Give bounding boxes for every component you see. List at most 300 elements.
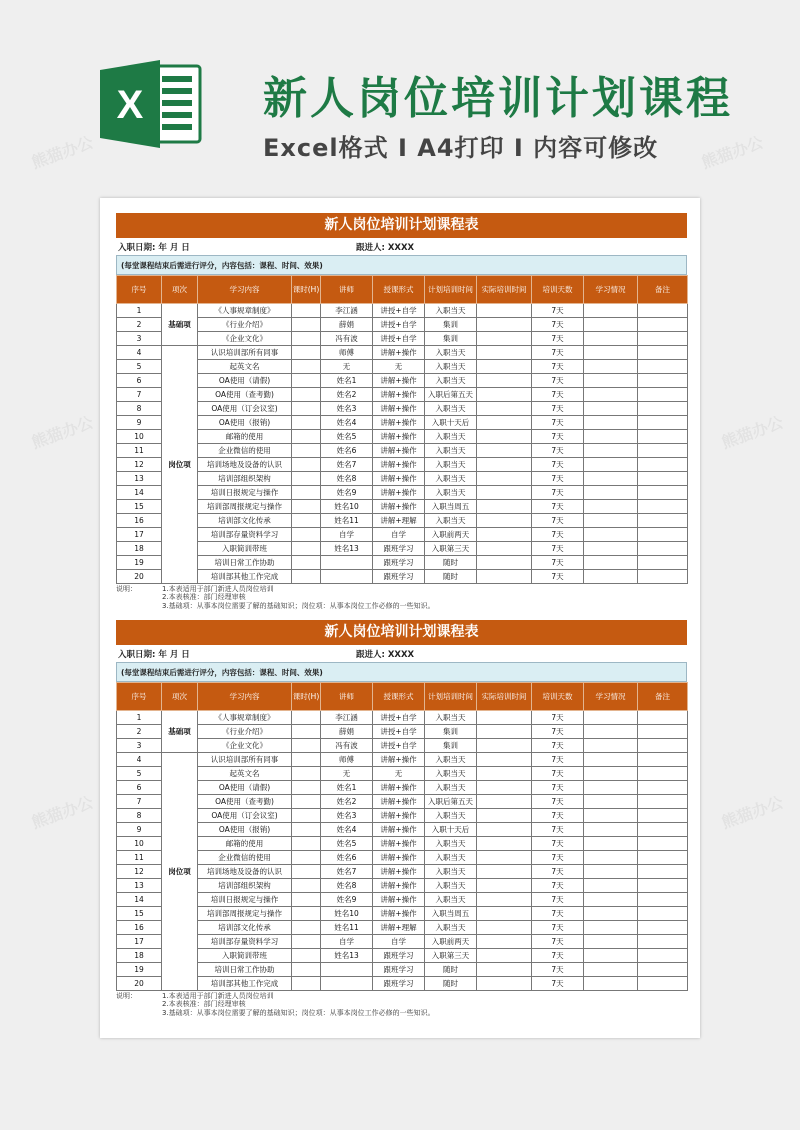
table-row	[117, 963, 688, 977]
mode-cell: 讲解+操作	[373, 430, 425, 444]
days-cell: 7天	[532, 977, 584, 991]
hours-cell	[292, 528, 321, 542]
mode-cell: 无	[373, 767, 425, 781]
actual-time-cell	[477, 416, 532, 430]
days-cell: 7天	[532, 346, 584, 360]
table-row	[117, 781, 688, 795]
course-cell: OA使用（订会议室)	[198, 809, 292, 823]
table-row	[117, 851, 688, 865]
teacher-cell: 无	[321, 360, 373, 374]
teacher-cell: 姓名13	[321, 542, 373, 556]
row-number: 13	[117, 472, 162, 486]
table-header	[117, 276, 688, 304]
column-header: 培训天数	[532, 276, 584, 304]
remark-cell	[638, 458, 688, 472]
mode-cell: 讲解+操作	[373, 851, 425, 865]
table-row	[117, 528, 688, 542]
group-cell: 基础项	[162, 711, 198, 753]
row-number: 12	[117, 458, 162, 472]
remark-cell	[638, 444, 688, 458]
row-number: 16	[117, 921, 162, 935]
status-cell	[584, 823, 638, 837]
remark-cell	[638, 360, 688, 374]
row-number: 15	[117, 907, 162, 921]
form-meta	[116, 645, 687, 662]
column-header: 计划培训时间	[425, 683, 477, 711]
teacher-cell: 姓名9	[321, 486, 373, 500]
remark-cell	[638, 486, 688, 500]
plan-time-cell: 集训	[425, 332, 477, 346]
remark-cell	[638, 711, 688, 725]
course-cell: 培训场地及设备的认识	[198, 865, 292, 879]
teacher-cell: 冯有波	[321, 332, 373, 346]
days-cell: 7天	[532, 556, 584, 570]
mode-cell: 讲解+理解	[373, 514, 425, 528]
teacher-cell: 姓名3	[321, 809, 373, 823]
row-number: 18	[117, 542, 162, 556]
row-number: 20	[117, 977, 162, 991]
watermark: 熊猫办公	[719, 792, 786, 833]
mode-cell: 讲授+自学	[373, 711, 425, 725]
row-number: 10	[117, 430, 162, 444]
actual-time-cell	[477, 837, 532, 851]
course-cell: OA使用（查考勤)	[198, 795, 292, 809]
actual-time-cell	[477, 963, 532, 977]
course-cell: 认识培训部所有同事	[198, 753, 292, 767]
remark-cell	[638, 402, 688, 416]
row-number: 11	[117, 444, 162, 458]
table-row	[117, 444, 688, 458]
actual-time-cell	[477, 781, 532, 795]
course-cell: 《行业介绍》	[198, 318, 292, 332]
table-row	[117, 346, 688, 360]
document-sheet	[100, 198, 700, 1038]
row-number: 13	[117, 879, 162, 893]
entry-date-label: 入职日期: 年 月 日	[118, 243, 190, 253]
plan-time-cell: 入职当天	[425, 472, 477, 486]
days-cell: 7天	[532, 402, 584, 416]
remark-cell	[638, 388, 688, 402]
course-cell: OA使用（订会议室)	[198, 402, 292, 416]
course-cell: 起英文名	[198, 360, 292, 374]
course-cell: 培训部其他工作完成	[198, 570, 292, 584]
days-cell: 7天	[532, 795, 584, 809]
mode-cell: 讲解+操作	[373, 416, 425, 430]
status-cell	[584, 711, 638, 725]
remark-cell	[638, 739, 688, 753]
days-cell: 7天	[532, 907, 584, 921]
hours-cell	[292, 458, 321, 472]
actual-time-cell	[477, 907, 532, 921]
actual-time-cell	[477, 977, 532, 991]
course-cell: 培训部文化传承	[198, 921, 292, 935]
plan-time-cell: 随时	[425, 977, 477, 991]
hours-cell	[292, 570, 321, 584]
hours-cell	[292, 402, 321, 416]
actual-time-cell	[477, 795, 532, 809]
remark-cell	[638, 879, 688, 893]
hours-cell	[292, 304, 321, 318]
days-cell: 7天	[532, 767, 584, 781]
group-cell: 岗位项	[162, 753, 198, 991]
row-number: 17	[117, 935, 162, 949]
row-number: 6	[117, 781, 162, 795]
teacher-cell	[321, 556, 373, 570]
status-cell	[584, 416, 638, 430]
days-cell: 7天	[532, 865, 584, 879]
plan-time-cell: 入职当周五	[425, 500, 477, 514]
status-cell	[584, 486, 638, 500]
course-cell: 起英文名	[198, 767, 292, 781]
hours-cell	[292, 809, 321, 823]
row-number: 3	[117, 739, 162, 753]
remark-cell	[638, 332, 688, 346]
plan-time-cell: 入职当周五	[425, 907, 477, 921]
hours-cell	[292, 851, 321, 865]
status-cell	[584, 556, 638, 570]
row-number: 5	[117, 767, 162, 781]
days-cell: 7天	[532, 430, 584, 444]
course-cell: 培训部周报规定与操作	[198, 500, 292, 514]
course-cell: 培训部其他工作完成	[198, 977, 292, 991]
hours-cell	[292, 977, 321, 991]
table-row	[117, 514, 688, 528]
watermark: 熊猫办公	[29, 792, 96, 833]
status-cell	[584, 921, 638, 935]
mode-cell: 跟班学习	[373, 556, 425, 570]
course-cell: 《企业文化》	[198, 332, 292, 346]
row-number: 18	[117, 949, 162, 963]
teacher-cell: 姓名10	[321, 500, 373, 514]
column-header: 项次	[162, 276, 198, 304]
hours-cell	[292, 360, 321, 374]
logo-letter: X	[116, 83, 144, 127]
teacher-cell: 姓名13	[321, 949, 373, 963]
days-cell: 7天	[532, 416, 584, 430]
actual-time-cell	[477, 823, 532, 837]
status-cell	[584, 542, 638, 556]
status-cell	[584, 963, 638, 977]
evaluation-note: (每堂课程结束后需进行评分，内容包括：课程、时间、效果)	[116, 255, 687, 275]
form-block	[116, 213, 687, 610]
actual-time-cell	[477, 767, 532, 781]
form-title: 新人岗位培训计划课程表	[116, 620, 687, 645]
remark-cell	[638, 416, 688, 430]
status-cell	[584, 949, 638, 963]
status-cell	[584, 388, 638, 402]
status-cell	[584, 570, 638, 584]
course-cell: 培训部周报规定与操作	[198, 907, 292, 921]
table-row	[117, 570, 688, 584]
row-number: 1	[117, 711, 162, 725]
mode-cell: 讲解+操作	[373, 402, 425, 416]
plan-time-cell: 入职当天	[425, 374, 477, 388]
row-number: 11	[117, 851, 162, 865]
teacher-cell: 姓名1	[321, 374, 373, 388]
mode-cell: 跟班学习	[373, 963, 425, 977]
remark-line: 1.本表适用于部门新进人员岗位培训	[162, 992, 274, 1000]
plan-time-cell: 随时	[425, 570, 477, 584]
table-row	[117, 809, 688, 823]
remark-line: 2.本表核准：部门经理审核	[162, 593, 246, 602]
training-table	[116, 275, 688, 584]
hours-cell	[292, 949, 321, 963]
plan-time-cell: 入职当天	[425, 430, 477, 444]
hours-cell	[292, 725, 321, 739]
course-cell: 《人事规章制度》	[198, 304, 292, 318]
actual-time-cell	[477, 935, 532, 949]
remark-cell	[638, 304, 688, 318]
table-row	[117, 921, 688, 935]
page-subtitle: Excel格式 I A4打印 I 内容可修改	[263, 134, 659, 162]
course-cell: 培训日报规定与操作	[198, 486, 292, 500]
row-number: 4	[117, 346, 162, 360]
column-header: 实际培训时间	[477, 276, 532, 304]
table-row	[117, 837, 688, 851]
status-cell	[584, 332, 638, 346]
actual-time-cell	[477, 542, 532, 556]
plan-time-cell: 入职当天	[425, 837, 477, 851]
mode-cell: 自学	[373, 935, 425, 949]
teacher-cell: 薛娟	[321, 318, 373, 332]
row-number: 6	[117, 374, 162, 388]
teacher-cell: 姓名9	[321, 893, 373, 907]
watermark: 熊猫办公	[699, 132, 766, 173]
training-table	[116, 682, 688, 991]
course-cell: OA使用（请假)	[198, 374, 292, 388]
table-row	[117, 823, 688, 837]
row-number: 19	[117, 963, 162, 977]
days-cell: 7天	[532, 458, 584, 472]
row-number: 4	[117, 753, 162, 767]
course-cell: 培训场地及设备的认识	[198, 458, 292, 472]
remark-line: 2.本表核准：部门经理审核	[162, 1000, 246, 1009]
table-body	[117, 711, 688, 991]
plan-time-cell: 入职前两天	[425, 528, 477, 542]
actual-time-cell	[477, 865, 532, 879]
teacher-cell: 姓名6	[321, 851, 373, 865]
table-row	[117, 556, 688, 570]
teacher-cell: 姓名10	[321, 907, 373, 921]
column-header: 讲师	[321, 683, 373, 711]
actual-time-cell	[477, 711, 532, 725]
column-header: 授课形式	[373, 276, 425, 304]
course-cell: OA使用（查考勤)	[198, 388, 292, 402]
status-cell	[584, 795, 638, 809]
row-number: 20	[117, 570, 162, 584]
row-number: 19	[117, 556, 162, 570]
actual-time-cell	[477, 304, 532, 318]
row-number: 12	[117, 865, 162, 879]
plan-time-cell: 入职当天	[425, 809, 477, 823]
actual-time-cell	[477, 556, 532, 570]
teacher-cell: 姓名5	[321, 430, 373, 444]
mode-cell: 讲解+操作	[373, 795, 425, 809]
table-row	[117, 725, 688, 739]
row-number: 15	[117, 500, 162, 514]
actual-time-cell	[477, 753, 532, 767]
mode-cell: 讲解+操作	[373, 346, 425, 360]
mode-cell: 讲解+操作	[373, 893, 425, 907]
remark-cell	[638, 318, 688, 332]
mode-cell: 讲解+操作	[373, 781, 425, 795]
hours-cell	[292, 921, 321, 935]
hours-cell	[292, 963, 321, 977]
table-row	[117, 795, 688, 809]
plan-time-cell: 集训	[425, 739, 477, 753]
actual-time-cell	[477, 739, 532, 753]
actual-time-cell	[477, 360, 532, 374]
days-cell: 7天	[532, 486, 584, 500]
status-cell	[584, 304, 638, 318]
mode-cell: 无	[373, 360, 425, 374]
course-cell: 培训日报规定与操作	[198, 893, 292, 907]
remark-cell	[638, 500, 688, 514]
days-cell: 7天	[532, 935, 584, 949]
plan-time-cell: 入职当天	[425, 402, 477, 416]
mode-cell: 讲解+操作	[373, 823, 425, 837]
course-cell: OA使用（请假)	[198, 781, 292, 795]
course-cell: 《企业文化》	[198, 739, 292, 753]
hours-cell	[292, 472, 321, 486]
remark-cell	[638, 851, 688, 865]
remark-cell	[638, 977, 688, 991]
column-header: 讲师	[321, 276, 373, 304]
hours-cell	[292, 346, 321, 360]
hours-cell	[292, 767, 321, 781]
hours-cell	[292, 514, 321, 528]
actual-time-cell	[477, 500, 532, 514]
row-number: 5	[117, 360, 162, 374]
remark-cell	[638, 935, 688, 949]
form-title: 新人岗位培训计划课程表	[116, 213, 687, 238]
mode-cell: 讲授+自学	[373, 304, 425, 318]
remark-cell	[638, 949, 688, 963]
course-cell: 培训部组织架构	[198, 879, 292, 893]
days-cell: 7天	[532, 374, 584, 388]
course-cell: 企业微信的使用	[198, 444, 292, 458]
remark-cell	[638, 809, 688, 823]
hours-cell	[292, 739, 321, 753]
course-cell: OA使用（报销)	[198, 416, 292, 430]
column-header: 计划培训时间	[425, 276, 477, 304]
column-header: 项次	[162, 683, 198, 711]
course-cell: 培训部文化传承	[198, 514, 292, 528]
days-cell: 7天	[532, 809, 584, 823]
status-cell	[584, 767, 638, 781]
actual-time-cell	[477, 486, 532, 500]
plan-time-cell: 入职当天	[425, 921, 477, 935]
actual-time-cell	[477, 851, 532, 865]
plan-time-cell: 入职后第五天	[425, 795, 477, 809]
row-number: 7	[117, 388, 162, 402]
mode-cell: 讲解+操作	[373, 865, 425, 879]
hours-cell	[292, 374, 321, 388]
remark-cell	[638, 753, 688, 767]
mode-cell: 讲解+操作	[373, 472, 425, 486]
status-cell	[584, 977, 638, 991]
days-cell: 7天	[532, 893, 584, 907]
excel-logo-icon	[100, 58, 204, 150]
teacher-cell: 姓名6	[321, 444, 373, 458]
column-header: 培训天数	[532, 683, 584, 711]
table-row	[117, 949, 688, 963]
days-cell: 7天	[532, 837, 584, 851]
days-cell: 7天	[532, 472, 584, 486]
days-cell: 7天	[532, 500, 584, 514]
actual-time-cell	[477, 725, 532, 739]
form-block	[116, 620, 687, 1017]
column-header: 学习内容	[198, 683, 292, 711]
form-meta	[116, 238, 687, 255]
course-cell: 培训日常工作协助	[198, 963, 292, 977]
days-cell: 7天	[532, 823, 584, 837]
row-number: 17	[117, 528, 162, 542]
plan-time-cell: 入职第三天	[425, 542, 477, 556]
table-row	[117, 360, 688, 374]
actual-time-cell	[477, 430, 532, 444]
remark-cell	[638, 893, 688, 907]
days-cell: 7天	[532, 879, 584, 893]
course-cell: 入职简训带班	[198, 542, 292, 556]
remark-cell	[638, 823, 688, 837]
teacher-cell: 姓名7	[321, 865, 373, 879]
course-cell: 《行业介绍》	[198, 725, 292, 739]
status-cell	[584, 907, 638, 921]
plan-time-cell: 入职当天	[425, 767, 477, 781]
table-row	[117, 500, 688, 514]
hours-cell	[292, 444, 321, 458]
mode-cell: 自学	[373, 528, 425, 542]
table-row	[117, 865, 688, 879]
remark-cell	[638, 556, 688, 570]
teacher-cell: 师傅	[321, 753, 373, 767]
status-cell	[584, 893, 638, 907]
remark-cell	[638, 472, 688, 486]
actual-time-cell	[477, 332, 532, 346]
remark-cell	[638, 837, 688, 851]
hours-cell	[292, 781, 321, 795]
hours-cell	[292, 935, 321, 949]
table-row	[117, 374, 688, 388]
days-cell: 7天	[532, 949, 584, 963]
mode-cell: 讲授+自学	[373, 739, 425, 753]
teacher-cell: 姓名8	[321, 879, 373, 893]
hours-cell	[292, 837, 321, 851]
watermark: 熊猫办公	[29, 132, 96, 173]
hours-cell	[292, 823, 321, 837]
plan-time-cell: 入职当天	[425, 486, 477, 500]
plan-time-cell: 入职当天	[425, 346, 477, 360]
status-cell	[584, 837, 638, 851]
remark-line: 1.本表适用于部门新进人员岗位培训	[162, 585, 274, 593]
mode-cell: 讲解+操作	[373, 809, 425, 823]
course-cell: OA使用（报销)	[198, 823, 292, 837]
teacher-cell: 姓名8	[321, 472, 373, 486]
hours-cell	[292, 332, 321, 346]
status-cell	[584, 879, 638, 893]
table-row	[117, 458, 688, 472]
remark-cell	[638, 921, 688, 935]
hours-cell	[292, 430, 321, 444]
column-header: 学习内容	[198, 276, 292, 304]
actual-time-cell	[477, 528, 532, 542]
actual-time-cell	[477, 346, 532, 360]
actual-time-cell	[477, 570, 532, 584]
plan-time-cell: 入职当天	[425, 865, 477, 879]
hours-cell	[292, 879, 321, 893]
remark-cell	[638, 963, 688, 977]
